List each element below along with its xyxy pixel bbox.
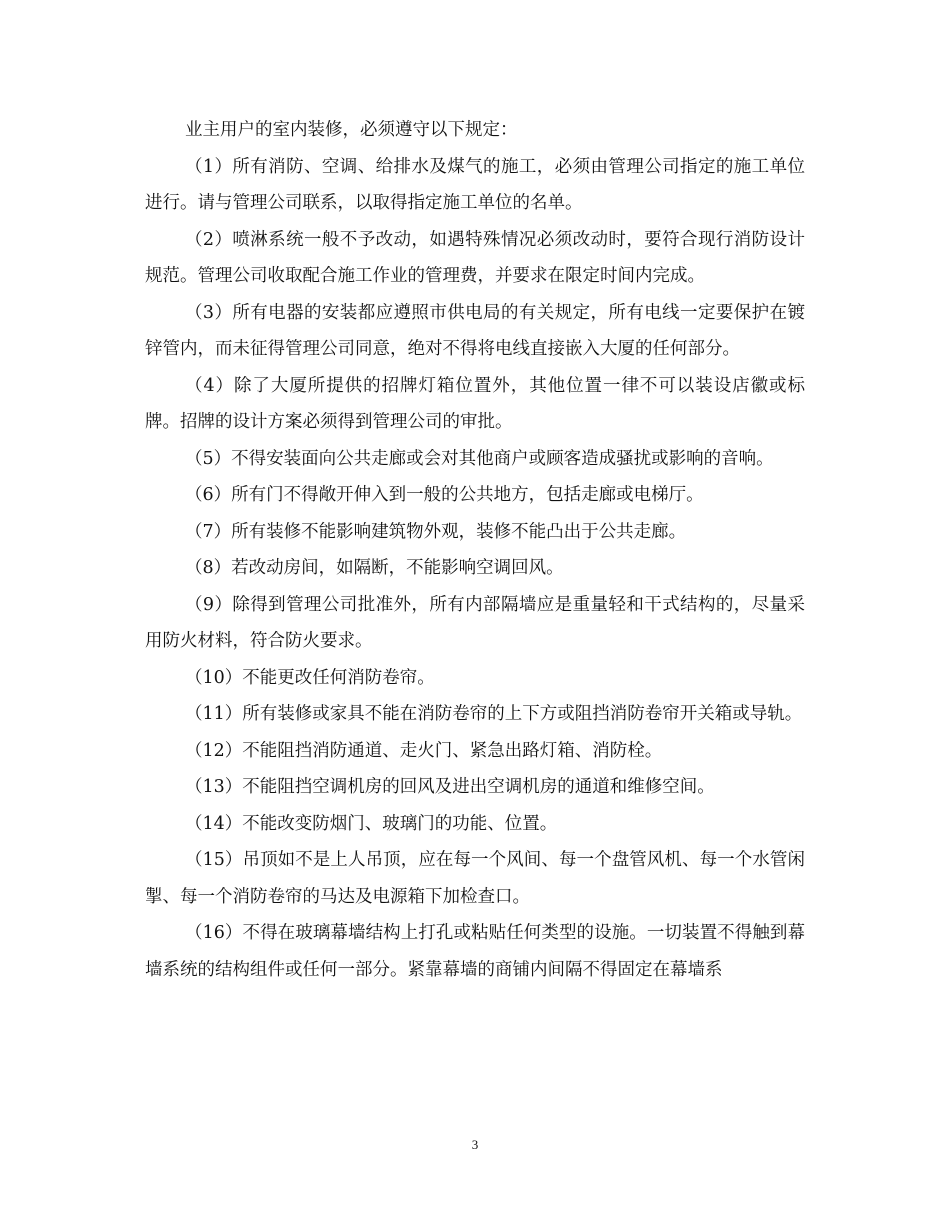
rule-paragraph-8: （8）若改动房间，如隔断，不能影响空调回风。	[185, 558, 564, 578]
rule-paragraph-5: （5）不得安装面向公共走廊或会对其他商户或顾客造成骚扰或影响的音响。	[185, 448, 774, 469]
page-number: 3	[471, 1137, 479, 1152]
rule-paragraph-4: （4）除了大厦所提供的招牌灯箱位置外，其他位置一律不可以装设店徽或标牌。招牌的设计方案必须得到管理公司的审批。	[145, 375, 805, 432]
rule-paragraph-15: （15）吊顶如不是上人吊顶，应在每一个风间、每一个盘管风机、每一个水管闲掣、每一个消防卷帘的马达及电源箱下加检查口。	[145, 850, 805, 907]
rule-paragraph-1: （1）所有消防、空调、给排水及煤气的施工，必须由管理公司指定的施工单位进行。请与管理公司联系，以取得指定施工单位的名单。	[145, 156, 805, 213]
rule-paragraph-12: （12）不能阻挡消防通道、走火门、紧急出路灯箱、消防栓。	[185, 740, 663, 761]
rule-paragraph-9: （9）除得到管理公司批准外，所有内部隔墙应是重量轻和干式结构的，尽量采用防火材料，符合防火要求。	[145, 594, 805, 651]
rule-paragraph-13: （13）不能阻挡空调机房的回风及进出空调机房的通道和维修空间。	[185, 777, 715, 797]
rule-paragraph-10: （10）不能更改任何消防卷帘。	[185, 667, 435, 688]
intro-paragraph: 业主用户的室内装修，必须遵守以下规定：	[185, 120, 518, 140]
rule-paragraph-2: （2）喷淋系统一般不予改动，如遇特殊情况必须改动时，要符合现行消防设计规范。管理公司收取配合施工作业的管理费，并要求在限定时间内完成。	[145, 229, 805, 286]
rule-paragraph-16: （16）不得在玻璃幕墙结构上打孔或粘贴任何类型的设施。一切装置不得触到幕墙系统的结构组件或任何一部分。紧靠幕墙的商铺内间隔不得固定在幕墙系	[145, 923, 805, 980]
rule-paragraph-11: （11）所有装修或家具不能在消防卷帘的上下方或阻挡消防卷帘开关箱或导轨。	[185, 704, 803, 724]
rule-paragraph-6: （6）所有门不得敞开伸入到一般的公共地方，包括走廊或电梯厅。	[185, 485, 704, 505]
rule-paragraph-14: （14）不能改变防烟门、玻璃门的功能、位置。	[185, 813, 558, 834]
rule-paragraph-7: （7）所有装修不能影响建筑物外观，装修不能凸出于公共走廊。	[185, 521, 687, 542]
document-body	[145, 112, 805, 988]
rule-paragraph-3: （3）所有电器的安装都应遵照市供电局的有关规定，所有电线一定要保护在镀锌管内，而未征得管理公司同意，绝对不得将电线直接嵌入大厦的任何部分。	[145, 302, 805, 359]
